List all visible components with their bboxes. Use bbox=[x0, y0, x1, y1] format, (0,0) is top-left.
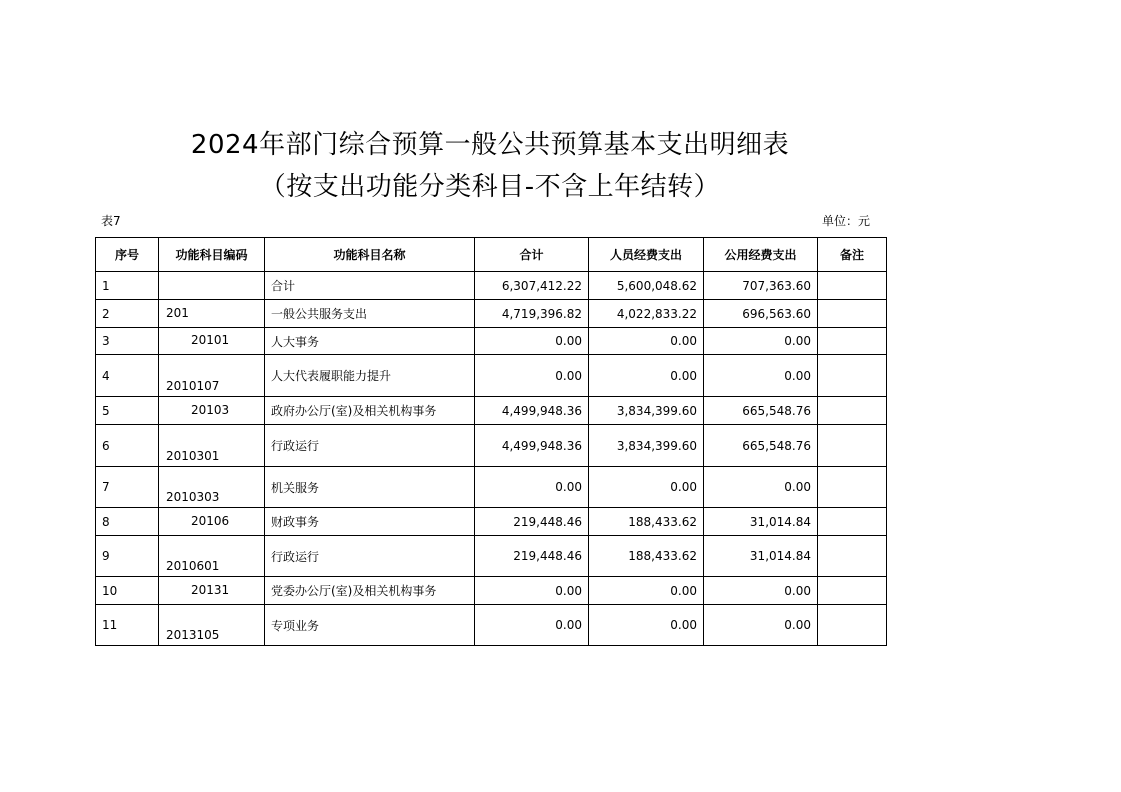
cell-public: 0.00 bbox=[704, 355, 818, 397]
cell-name: 合计 bbox=[265, 272, 475, 300]
cell-note bbox=[818, 425, 887, 467]
cell-no: 9 bbox=[96, 536, 159, 577]
cell-no: 4 bbox=[96, 355, 159, 397]
table-row bbox=[96, 328, 887, 355]
column-header-total: 合计 bbox=[475, 238, 589, 272]
cell-personnel: 4,022,833.22 bbox=[589, 300, 704, 328]
table-row bbox=[96, 467, 887, 508]
cell-note bbox=[818, 355, 887, 397]
cell-total: 0.00 bbox=[475, 328, 589, 355]
table-row bbox=[96, 397, 887, 425]
cell-name: 行政运行 bbox=[265, 536, 475, 577]
cell-name: 政府办公厅(室)及相关机构事务 bbox=[265, 397, 475, 425]
cell-public: 0.00 bbox=[704, 605, 818, 646]
cell-public: 707,363.60 bbox=[704, 272, 818, 300]
cell-no: 5 bbox=[96, 397, 159, 425]
budget-table bbox=[95, 237, 887, 646]
cell-no: 6 bbox=[96, 425, 159, 467]
cell-public: 0.00 bbox=[704, 577, 818, 605]
cell-total: 0.00 bbox=[475, 467, 589, 508]
table-row bbox=[96, 425, 887, 467]
cell-name: 党委办公厅(室)及相关机构事务 bbox=[265, 577, 475, 605]
column-header-public: 公用经费支出 bbox=[704, 238, 818, 272]
cell-total: 4,719,396.82 bbox=[475, 300, 589, 328]
cell-personnel: 0.00 bbox=[589, 467, 704, 508]
cell-no: 2 bbox=[96, 300, 159, 328]
cell-note bbox=[818, 300, 887, 328]
cell-personnel: 0.00 bbox=[589, 577, 704, 605]
cell-public: 696,563.60 bbox=[704, 300, 818, 328]
cell-code: 20106 bbox=[159, 508, 265, 536]
cell-note bbox=[818, 577, 887, 605]
page-title: 2024年部门综合预算一般公共预算基本支出明细表 bbox=[190, 130, 790, 160]
cell-no: 10 bbox=[96, 577, 159, 605]
cell-code bbox=[159, 272, 265, 300]
table-row bbox=[96, 355, 887, 397]
cell-personnel: 0.00 bbox=[589, 355, 704, 397]
table-row bbox=[96, 300, 887, 328]
cell-name: 行政运行 bbox=[265, 425, 475, 467]
column-header-code: 功能科目编码 bbox=[159, 238, 265, 272]
cell-total: 6,307,412.22 bbox=[475, 272, 589, 300]
cell-no: 3 bbox=[96, 328, 159, 355]
cell-note bbox=[818, 328, 887, 355]
cell-total: 4,499,948.36 bbox=[475, 397, 589, 425]
cell-code: 2010601 bbox=[159, 536, 265, 577]
cell-total: 4,499,948.36 bbox=[475, 425, 589, 467]
cell-public: 665,548.76 bbox=[704, 397, 818, 425]
table-row bbox=[96, 577, 887, 605]
cell-code: 20103 bbox=[159, 397, 265, 425]
cell-code: 2010107 bbox=[159, 355, 265, 397]
cell-no: 11 bbox=[96, 605, 159, 646]
cell-personnel: 3,834,399.60 bbox=[589, 425, 704, 467]
cell-total: 0.00 bbox=[475, 577, 589, 605]
cell-name: 人大代表履职能力提升 bbox=[265, 355, 475, 397]
cell-public: 665,548.76 bbox=[704, 425, 818, 467]
table-row bbox=[96, 536, 887, 577]
cell-code: 2010303 bbox=[159, 467, 265, 508]
table-row bbox=[96, 272, 887, 300]
cell-no: 8 bbox=[96, 508, 159, 536]
cell-name: 专项业务 bbox=[265, 605, 475, 646]
cell-personnel: 188,433.62 bbox=[589, 508, 704, 536]
column-header-personnel: 人员经费支出 bbox=[589, 238, 704, 272]
cell-public: 0.00 bbox=[704, 328, 818, 355]
cell-total: 219,448.46 bbox=[475, 536, 589, 577]
cell-public: 31,014.84 bbox=[704, 536, 818, 577]
cell-note bbox=[818, 536, 887, 577]
column-header-name: 功能科目名称 bbox=[265, 238, 475, 272]
cell-total: 219,448.46 bbox=[475, 508, 589, 536]
cell-note bbox=[818, 508, 887, 536]
cell-note bbox=[818, 605, 887, 646]
cell-note bbox=[818, 397, 887, 425]
cell-personnel: 188,433.62 bbox=[589, 536, 704, 577]
cell-code: 2013105 bbox=[159, 605, 265, 646]
page-subtitle: （按支出功能分类科目-不含上年结转） bbox=[259, 172, 721, 202]
cell-public: 0.00 bbox=[704, 467, 818, 508]
cell-personnel: 5,600,048.62 bbox=[589, 272, 704, 300]
unit-label: 单位：元 bbox=[822, 214, 871, 228]
cell-no: 7 bbox=[96, 467, 159, 508]
table-number: 表7 bbox=[101, 214, 121, 228]
cell-public: 31,014.84 bbox=[704, 508, 818, 536]
cell-name: 财政事务 bbox=[265, 508, 475, 536]
cell-personnel: 0.00 bbox=[589, 328, 704, 355]
cell-personnel: 3,834,399.60 bbox=[589, 397, 704, 425]
table-row bbox=[96, 508, 887, 536]
cell-note bbox=[818, 467, 887, 508]
table-header-row bbox=[96, 238, 887, 272]
cell-total: 0.00 bbox=[475, 355, 589, 397]
cell-code: 201 bbox=[159, 300, 265, 328]
cell-total: 0.00 bbox=[475, 605, 589, 646]
cell-code: 2010301 bbox=[159, 425, 265, 467]
cell-code: 20101 bbox=[159, 328, 265, 355]
cell-note bbox=[818, 272, 887, 300]
table-row bbox=[96, 605, 887, 646]
column-header-no: 序号 bbox=[96, 238, 159, 272]
cell-code: 20131 bbox=[159, 577, 265, 605]
cell-name: 人大事务 bbox=[265, 328, 475, 355]
cell-name: 机关服务 bbox=[265, 467, 475, 508]
cell-name: 一般公共服务支出 bbox=[265, 300, 475, 328]
cell-personnel: 0.00 bbox=[589, 605, 704, 646]
column-header-note: 备注 bbox=[818, 238, 887, 272]
cell-no: 1 bbox=[96, 272, 159, 300]
